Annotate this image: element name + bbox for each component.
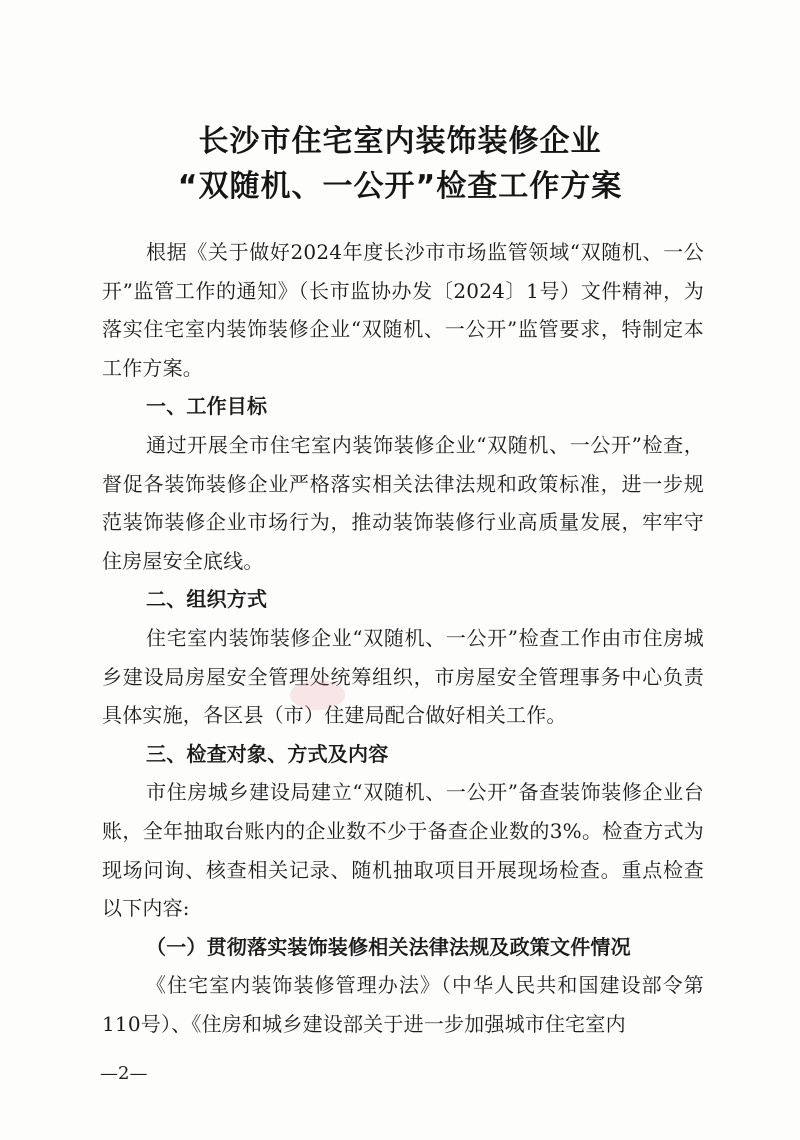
document-title-line-1: 长沙市住宅室内装饰装修企业 xyxy=(198,124,602,159)
seal-trace xyxy=(290,680,345,710)
page-number: —2— xyxy=(100,1063,148,1084)
document-body xyxy=(102,233,704,1043)
section-1-paragraph: 通过开展全市住宅室内装饰装修企业“双随机、一公开”检查，督促各装饰装修企业严格落实相关法律法规和政策标准，进一步规范装饰装修企业市场行为，推动装饰装修行业高质量发展，牢牢守住房屋安全底线。 xyxy=(102,432,704,573)
subsection-1-paragraph: 《住宅室内装饰装修管理办法》（中华人民共和国建设部令第110号）、《住房和城乡建设部关于进一步加强城市住宅室内 xyxy=(102,973,704,1036)
section-1-heading: 一、工作目标 xyxy=(146,394,268,419)
section-2-heading: 二、组织方式 xyxy=(146,587,268,612)
section-3-heading: 三、检查对象、方式及内容 xyxy=(146,741,389,766)
subsection-1-heading: （一）贯彻落实装饰装修相关法律法规及政策文件情况 xyxy=(146,934,631,959)
document-title-line-2: “双随机、一公开”检查工作方案 xyxy=(177,169,623,204)
section-2-paragraph: 住宅室内装饰装修企业“双随机、一公开”检查工作由市住房城乡建设局房屋安全管理处统筹组织，市房屋安全管理事务中心负责具体实施，各区县（市）住建局配合做好相关工作。 xyxy=(102,625,704,728)
section-3-paragraph: 市住房城乡建设局建立“双随机、一公开”备查装饰装修企业台账，全年抽取台账内的企业数不少于备查企业数的3%。检查方式为现场问询、核查相关记录、随机抽取项目开展现场检查。重点检查以下内容: xyxy=(102,780,704,921)
intro-paragraph: 根据《关于做好2024年度长沙市市场监管领域“双随机、一公开”监管工作的通知》（长市监协办发〔2024〕1号）文件精神，为落实住宅室内装饰装修企业“双随机、一公开”监管要求，特制定本工作方案。 xyxy=(102,240,704,380)
